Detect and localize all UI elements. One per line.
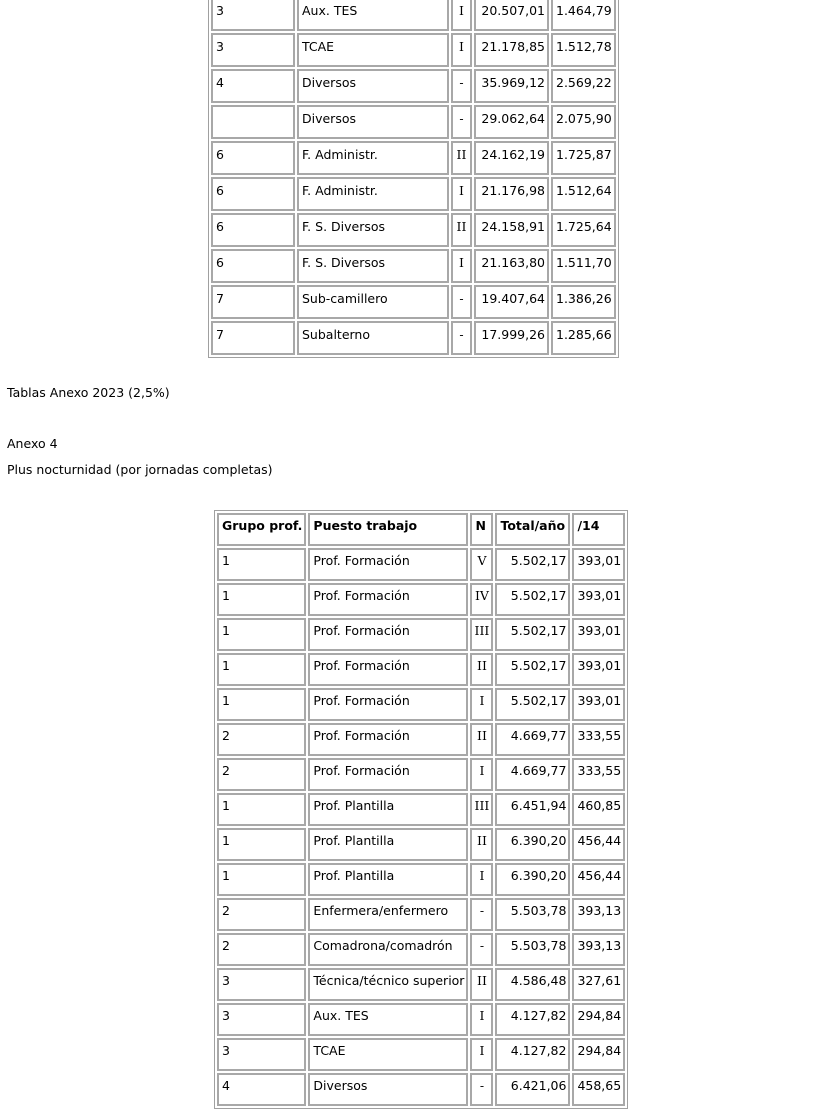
table-row — [217, 1003, 625, 1036]
cell-total: 21.163,80 — [474, 249, 549, 283]
cell-nivel: II — [470, 653, 493, 686]
cell-mes: 393,01 — [572, 548, 625, 581]
cell-mes: 1.285,66 — [551, 321, 616, 355]
cell-mes: 393,01 — [572, 583, 625, 616]
cell-mes: 393,01 — [572, 618, 625, 651]
cell-mes: 393,01 — [572, 688, 625, 721]
header-grupo: Grupo prof. — [217, 513, 306, 546]
cell-mes: 1.725,64 — [551, 213, 616, 247]
table-row — [211, 213, 616, 247]
table-row — [217, 933, 625, 966]
cell-grupo: 2 — [217, 758, 306, 791]
cell-total: 5.503,78 — [495, 933, 570, 966]
cell-mes: 456,44 — [572, 828, 625, 861]
table-row — [217, 968, 625, 1001]
cell-grupo: 1 — [217, 828, 306, 861]
night-bonus-table-body — [217, 548, 625, 1106]
cell-grupo: 1 — [217, 653, 306, 686]
cell-grupo: 2 — [217, 933, 306, 966]
cell-mes: 1.725,87 — [551, 141, 616, 175]
table-row — [211, 141, 616, 175]
cell-mes: 1.512,78 — [551, 33, 616, 67]
cell-puesto: Diversos — [297, 105, 449, 139]
cell-mes: 294,84 — [572, 1038, 625, 1071]
table-row — [211, 105, 616, 139]
cell-nivel: I — [451, 33, 472, 67]
cell-total: 21.176,98 — [474, 177, 549, 211]
cell-grupo: 4 — [211, 69, 295, 103]
cell-total: 5.502,17 — [495, 618, 570, 651]
cell-grupo: 3 — [217, 968, 306, 1001]
cell-nivel: - — [451, 105, 472, 139]
cell-total: 5.502,17 — [495, 653, 570, 686]
cell-nivel: I — [470, 688, 493, 721]
cell-nivel: I — [451, 249, 472, 283]
table-row — [217, 793, 625, 826]
cell-grupo: 6 — [211, 141, 295, 175]
table-row — [211, 177, 616, 211]
cell-puesto: Sub-camillero — [297, 285, 449, 319]
cell-total: 35.969,12 — [474, 69, 549, 103]
cell-mes: 1.386,26 — [551, 285, 616, 319]
cell-mes: 1.511,70 — [551, 249, 616, 283]
cell-total: 6.451,94 — [495, 793, 570, 826]
cell-nivel: - — [470, 898, 493, 931]
cell-nivel: II — [470, 723, 493, 756]
table-row — [211, 249, 616, 283]
table-row — [211, 69, 616, 103]
cell-total: 5.502,17 — [495, 583, 570, 616]
cell-puesto: F. S. Diversos — [297, 213, 449, 247]
cell-nivel: I — [470, 1003, 493, 1036]
table-row — [217, 863, 625, 896]
cell-total: 5.503,78 — [495, 898, 570, 931]
cell-mes: 456,44 — [572, 863, 625, 896]
cell-grupo: 6 — [211, 177, 295, 211]
cell-total: 6.390,20 — [495, 863, 570, 896]
cell-nivel: I — [451, 177, 472, 211]
cell-puesto: Diversos — [297, 69, 449, 103]
cell-nivel: - — [470, 933, 493, 966]
cell-mes: 327,61 — [572, 968, 625, 1001]
table-row — [217, 758, 625, 791]
table-row — [211, 285, 616, 319]
cell-puesto: Técnica/técnico superior — [308, 968, 468, 1001]
cell-total: 17.999,26 — [474, 321, 549, 355]
cell-mes: 393,13 — [572, 898, 625, 931]
cell-mes: 294,84 — [572, 1003, 625, 1036]
cell-total: 6.421,06 — [495, 1073, 570, 1106]
cell-grupo: 2 — [217, 898, 306, 931]
night-bonus-title: Plus nocturnidad (por jornadas completas) — [7, 462, 273, 477]
cell-total: 24.162,19 — [474, 141, 549, 175]
annex-title: Anexo 4 — [7, 436, 58, 451]
cell-total: 4.586,48 — [495, 968, 570, 1001]
cell-grupo: 1 — [217, 863, 306, 896]
cell-total: 19.407,64 — [474, 285, 549, 319]
table-row — [217, 688, 625, 721]
cell-total: 20.507,01 — [474, 0, 549, 31]
cell-puesto: Prof. Plantilla — [308, 793, 468, 826]
table-row — [211, 33, 616, 67]
cell-nivel: V — [470, 548, 493, 581]
cell-nivel: I — [470, 863, 493, 896]
cell-puesto: TCAE — [308, 1038, 468, 1071]
cell-puesto: Prof. Formación — [308, 723, 468, 756]
cell-grupo: 3 — [217, 1003, 306, 1036]
cell-nivel: I — [470, 1038, 493, 1071]
table-row — [217, 828, 625, 861]
cell-total: 5.502,17 — [495, 688, 570, 721]
cell-puesto: F. Administr. — [297, 141, 449, 175]
cell-grupo — [211, 105, 295, 139]
cell-mes: 2.569,22 — [551, 69, 616, 103]
cell-puesto: Subalterno — [297, 321, 449, 355]
cell-nivel: - — [451, 285, 472, 319]
cell-grupo: 3 — [211, 33, 295, 67]
cell-mes: 393,01 — [572, 653, 625, 686]
cell-mes: 1.464,79 — [551, 0, 616, 31]
cell-grupo: 6 — [211, 249, 295, 283]
header-puesto: Puesto trabajo — [308, 513, 468, 546]
cell-total: 4.669,77 — [495, 723, 570, 756]
table-row — [217, 898, 625, 931]
cell-nivel: - — [451, 321, 472, 355]
cell-puesto: Prof. Formación — [308, 583, 468, 616]
cell-nivel: I — [470, 758, 493, 791]
cell-nivel: II — [470, 968, 493, 1001]
cell-total: 5.502,17 — [495, 548, 570, 581]
cell-nivel: IV — [470, 583, 493, 616]
cell-puesto: Aux. TES — [297, 0, 449, 31]
cell-total: 4.669,77 — [495, 758, 570, 791]
cell-nivel: III — [470, 618, 493, 651]
cell-puesto: Prof. Formación — [308, 688, 468, 721]
cell-puesto: Diversos — [308, 1073, 468, 1106]
cell-nivel: II — [451, 141, 472, 175]
salary-table-continued — [208, 0, 619, 358]
cell-total: 4.127,82 — [495, 1003, 570, 1036]
cell-puesto: Prof. Plantilla — [308, 863, 468, 896]
cell-mes: 1.512,64 — [551, 177, 616, 211]
cell-mes: 460,85 — [572, 793, 625, 826]
cell-puesto: TCAE — [297, 33, 449, 67]
table-row — [217, 1073, 625, 1106]
cell-mes: 333,55 — [572, 758, 625, 791]
header-row — [217, 513, 625, 546]
cell-puesto: Prof. Formación — [308, 618, 468, 651]
cell-grupo: 1 — [217, 548, 306, 581]
cell-grupo: 1 — [217, 583, 306, 616]
cell-puesto: Prof. Plantilla — [308, 828, 468, 861]
cell-total: 29.062,64 — [474, 105, 549, 139]
cell-puesto: Prof. Formación — [308, 653, 468, 686]
cell-grupo: 2 — [217, 723, 306, 756]
table-row — [217, 548, 625, 581]
cell-nivel: I — [451, 0, 472, 31]
table-row — [217, 1038, 625, 1071]
table-row — [211, 0, 616, 31]
salary-table-body — [211, 0, 616, 355]
cell-total: 6.390,20 — [495, 828, 570, 861]
table-row — [217, 583, 625, 616]
cell-mes: 393,13 — [572, 933, 625, 966]
cell-puesto: F. S. Diversos — [297, 249, 449, 283]
night-bonus-table-header — [217, 513, 625, 546]
cell-puesto: Aux. TES — [308, 1003, 468, 1036]
header-total: Total/año — [495, 513, 570, 546]
cell-grupo: 3 — [211, 0, 295, 31]
cell-grupo: 7 — [211, 321, 295, 355]
table-row — [217, 723, 625, 756]
night-bonus-table — [214, 510, 628, 1109]
tables-annex-heading: Tablas Anexo 2023 (2,5%) — [7, 385, 170, 400]
cell-mes: 333,55 — [572, 723, 625, 756]
header-nivel: N — [470, 513, 493, 546]
cell-grupo: 3 — [217, 1038, 306, 1071]
cell-puesto: Comadrona/comadrón — [308, 933, 468, 966]
cell-grupo: 4 — [217, 1073, 306, 1106]
cell-puesto: F. Administr. — [297, 177, 449, 211]
cell-puesto: Prof. Formación — [308, 548, 468, 581]
cell-nivel: - — [451, 69, 472, 103]
cell-grupo: 1 — [217, 618, 306, 651]
cell-nivel: III — [470, 793, 493, 826]
table-row — [211, 321, 616, 355]
table-row — [217, 653, 625, 686]
cell-puesto: Prof. Formación — [308, 758, 468, 791]
cell-total: 24.158,91 — [474, 213, 549, 247]
cell-grupo: 7 — [211, 285, 295, 319]
table-row — [217, 618, 625, 651]
cell-total: 4.127,82 — [495, 1038, 570, 1071]
cell-mes: 458,65 — [572, 1073, 625, 1106]
cell-grupo: 1 — [217, 688, 306, 721]
cell-mes: 2.075,90 — [551, 105, 616, 139]
cell-grupo: 1 — [217, 793, 306, 826]
cell-puesto: Enfermera/enfermero — [308, 898, 468, 931]
header-mes: /14 — [572, 513, 625, 546]
cell-nivel: II — [470, 828, 493, 861]
cell-nivel: - — [470, 1073, 493, 1106]
cell-total: 21.178,85 — [474, 33, 549, 67]
cell-nivel: II — [451, 213, 472, 247]
cell-grupo: 6 — [211, 213, 295, 247]
